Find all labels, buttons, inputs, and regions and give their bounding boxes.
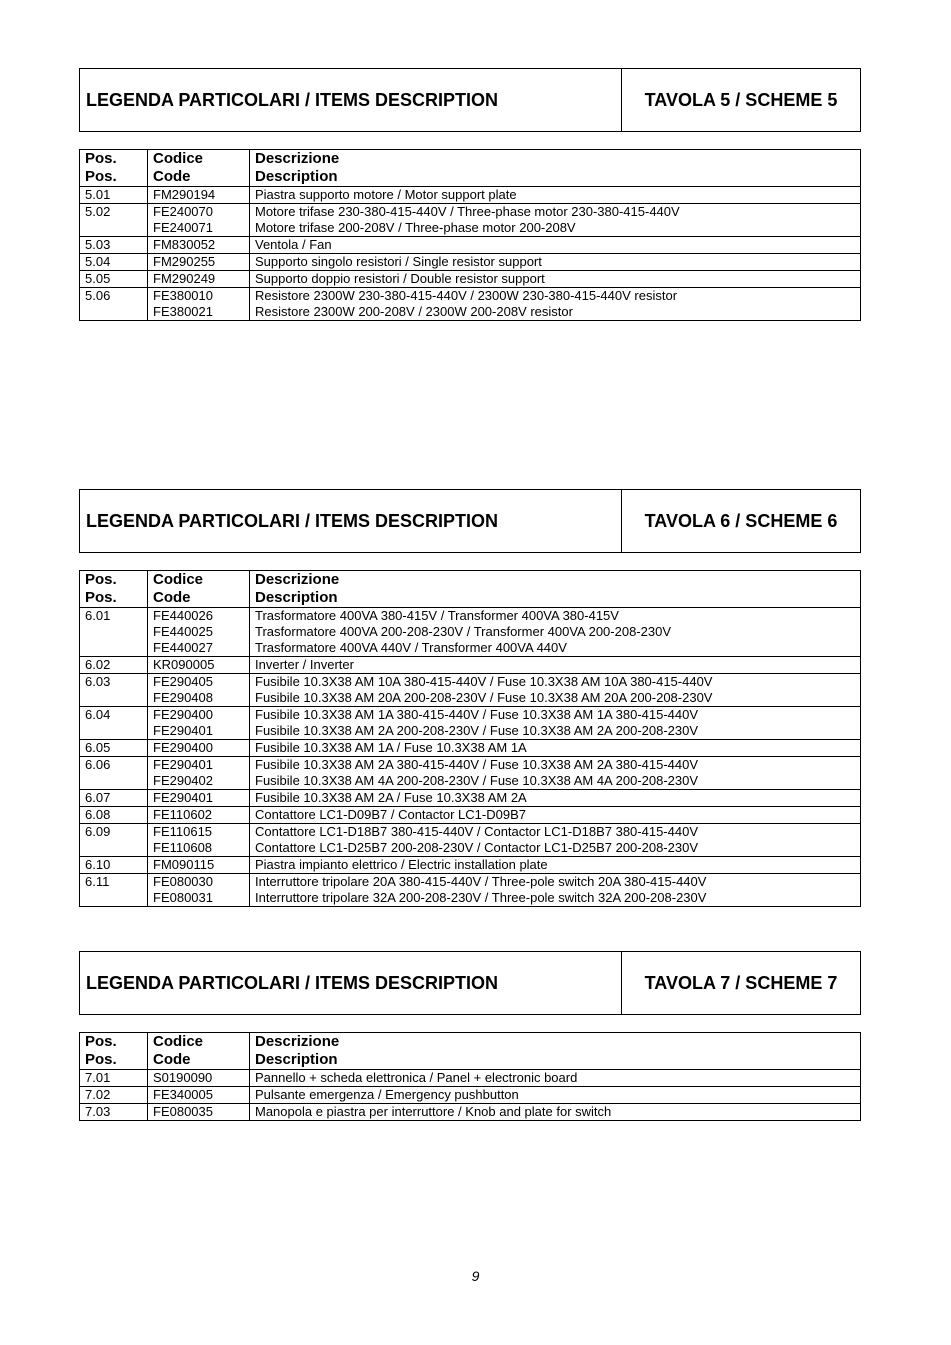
item-description: Trasformatore 400VA 380-415V / Transformer 400VA 380-415V: [255, 608, 619, 623]
item-description: Piastra supporto motore / Motor support plate: [255, 187, 517, 202]
item-code: FE440026: [153, 608, 213, 623]
item-description: Supporto doppio resistori / Double resistor support: [255, 271, 545, 286]
code-header: Codice Code: [148, 1033, 250, 1070]
code-cell: [148, 1087, 250, 1104]
section-header: [79, 489, 861, 553]
section-header: [79, 951, 861, 1015]
table-row: [80, 757, 861, 790]
description-cell: [250, 874, 861, 907]
description-cell: [250, 674, 861, 707]
item-code: FM290194: [153, 187, 216, 202]
code-cell: [148, 857, 250, 874]
description-cell: [250, 857, 861, 874]
code-cell: [148, 271, 250, 288]
code-cell: [148, 740, 250, 757]
item-description: Inverter / Inverter: [255, 657, 354, 672]
table-row: [80, 824, 861, 857]
code-cell: [148, 790, 250, 807]
item-description: Manopola e piastra per interruttore / Knob and plate for switch: [255, 1104, 612, 1119]
description-cell: [250, 1087, 861, 1104]
pos-cell: 7.02: [80, 1087, 148, 1104]
table-header-row: [80, 1033, 861, 1070]
item-code: FE110602: [153, 807, 213, 822]
table-row: [80, 1104, 861, 1121]
item-code: FE290401: [153, 757, 213, 772]
item-code: FE080030: [153, 874, 213, 889]
item-description: Trasformatore 400VA 440V / Transformer 400VA 440V: [255, 640, 567, 655]
description-cell: [250, 288, 861, 321]
pos-cell: 6.03: [80, 674, 148, 707]
pos-cell: 5.02: [80, 204, 148, 237]
description-cell: [250, 790, 861, 807]
item-description: Fusibile 10.3X38 AM 10A 380-415-440V / Fuse 10.3X38 AM 10A 380-415-440V: [255, 674, 713, 689]
description-cell: [250, 271, 861, 288]
pos-cell: 5.05: [80, 271, 148, 288]
item-code: FE290400: [153, 707, 213, 722]
pos-header: Pos. Pos.: [80, 571, 148, 608]
items-table: [79, 570, 861, 907]
code-cell: [148, 288, 250, 321]
table-row: [80, 187, 861, 204]
item-code: FE110615: [153, 824, 213, 839]
section-header: [79, 68, 861, 132]
item-description: Fusibile 10.3X38 AM 1A 380-415-440V / Fuse 10.3X38 AM 1A 380-415-440V: [255, 707, 699, 722]
item-code: FM290249: [153, 271, 216, 286]
pos-header: Pos. Pos.: [80, 1033, 148, 1070]
code-cell: [148, 187, 250, 204]
item-code: FE110608: [153, 840, 213, 855]
item-description: Fusibile 10.3X38 AM 4A 200-208-230V / Fuse 10.3X38 AM 4A 200-208-230V: [255, 773, 699, 788]
pos-cell: 6.04: [80, 707, 148, 740]
item-code: FE380010: [153, 288, 213, 303]
table-row: [80, 874, 861, 907]
item-code: KR090005: [153, 657, 215, 672]
table-row: [80, 271, 861, 288]
item-description: Piastra impianto elettrico / Electric installation plate: [255, 857, 548, 872]
item-description: Resistore 2300W 230-380-415-440V / 2300W 230-380-415-440V resistor: [255, 288, 678, 303]
table-row: [80, 288, 861, 321]
section-scheme-7: [79, 951, 861, 1121]
item-description: Interruttore tripolare 20A 380-415-440V / Three-pole switch 20A 380-415-440V: [255, 874, 707, 889]
table-row: [80, 237, 861, 254]
description-cell: [250, 757, 861, 790]
table-row: [80, 674, 861, 707]
item-description: Motore trifase 200-208V / Three-phase motor 200-208V: [255, 220, 576, 235]
pos-cell: 6.06: [80, 757, 148, 790]
pos-cell: 7.01: [80, 1070, 148, 1087]
item-description: Fusibile 10.3X38 AM 2A 380-415-440V / Fuse 10.3X38 AM 2A 380-415-440V: [255, 757, 699, 772]
description-cell: [250, 254, 861, 271]
code-cell: [148, 657, 250, 674]
section-scheme-5: [79, 68, 861, 321]
table-row: [80, 657, 861, 674]
code-cell: [148, 1104, 250, 1121]
item-description: Fusibile 10.3X38 AM 20A 200-208-230V / Fuse 10.3X38 AM 20A 200-208-230V: [255, 690, 713, 705]
description-cell: [250, 807, 861, 824]
description-header: Descrizione Description: [250, 1033, 861, 1070]
table-row: [80, 1070, 861, 1087]
table-row: [80, 204, 861, 237]
description-header: Descrizione Description: [250, 150, 861, 187]
item-code: FM830052: [153, 237, 216, 252]
pos-cell: 5.03: [80, 237, 148, 254]
item-code: FE380021: [153, 304, 213, 319]
scheme-label: TAVOLA 5 / SCHEME 5: [621, 69, 860, 131]
item-code: FE240071: [153, 220, 213, 235]
section-title: LEGENDA PARTICOLARI / ITEMS DESCRIPTION: [86, 89, 499, 110]
section-scheme-6: [79, 489, 861, 907]
pos-cell: 6.01: [80, 608, 148, 657]
description-header: Descrizione Description: [250, 571, 861, 608]
item-description: Supporto singolo resistori / Single resistor support: [255, 254, 542, 269]
table-header-row: [80, 150, 861, 187]
pos-cell: 6.07: [80, 790, 148, 807]
item-description: Fusibile 10.3X38 AM 1A / Fuse 10.3X38 AM 1A: [255, 740, 527, 755]
code-cell: [148, 254, 250, 271]
pos-cell: 6.05: [80, 740, 148, 757]
pos-cell: 5.04: [80, 254, 148, 271]
item-description: Ventola / Fan: [255, 237, 332, 252]
pos-cell: 6.09: [80, 824, 148, 857]
pos-cell: 5.01: [80, 187, 148, 204]
pos-cell: 5.06: [80, 288, 148, 321]
description-cell: [250, 237, 861, 254]
pos-cell: 6.10: [80, 857, 148, 874]
item-code: FE290400: [153, 740, 213, 755]
item-description: Fusibile 10.3X38 AM 2A / Fuse 10.3X38 AM 2A: [255, 790, 527, 805]
code-header: Codice Code: [148, 150, 250, 187]
code-cell: [148, 237, 250, 254]
table-row: [80, 1087, 861, 1104]
pos-cell: 6.08: [80, 807, 148, 824]
item-code: S0190090: [153, 1070, 213, 1085]
pos-cell: 7.03: [80, 1104, 148, 1121]
section-title: LEGENDA PARTICOLARI / ITEMS DESCRIPTION: [86, 972, 499, 993]
code-cell: [148, 807, 250, 824]
item-description: Trasformatore 400VA 200-208-230V / Transformer 400VA 200-208-230V: [255, 624, 671, 639]
item-code: FE080031: [153, 890, 213, 905]
description-cell: [250, 1070, 861, 1087]
item-description: Pannello + scheda elettronica / Panel + electronic board: [255, 1070, 578, 1085]
pos-cell: 6.11: [80, 874, 148, 907]
item-code: FE080035: [153, 1104, 213, 1119]
scheme-label: TAVOLA 7 / SCHEME 7: [621, 952, 860, 1014]
code-cell: [148, 608, 250, 657]
section-title: LEGENDA PARTICOLARI / ITEMS DESCRIPTION: [86, 510, 499, 531]
code-cell: [148, 757, 250, 790]
item-code: FE240070: [153, 204, 213, 219]
item-description: Resistore 2300W 200-208V / 2300W 200-208V resistor: [255, 304, 573, 319]
description-cell: [250, 657, 861, 674]
description-cell: [250, 187, 861, 204]
code-cell: [148, 874, 250, 907]
description-cell: [250, 204, 861, 237]
code-cell: [148, 1070, 250, 1087]
description-cell: [250, 740, 861, 757]
item-code: FE290405: [153, 674, 213, 689]
item-code: FE290401: [153, 790, 213, 805]
table-row: [80, 740, 861, 757]
item-description: Interruttore tripolare 32A 200-208-230V / Three-pole switch 32A 200-208-230V: [255, 890, 707, 905]
item-description: Contattore LC1-D09B7 / Contactor LC1-D09B7: [255, 807, 526, 822]
table-row: [80, 790, 861, 807]
pos-cell: 6.02: [80, 657, 148, 674]
item-description: Pulsante emergenza / Emergency pushbutton: [255, 1087, 519, 1102]
scheme-label: TAVOLA 6 / SCHEME 6: [621, 490, 860, 552]
table-row: [80, 707, 861, 740]
item-description: Motore trifase 230-380-415-440V / Three-phase motor 230-380-415-440V: [255, 204, 680, 219]
description-cell: [250, 707, 861, 740]
description-cell: [250, 608, 861, 657]
item-code: FE340005: [153, 1087, 213, 1102]
item-description: Contattore LC1-D18B7 380-415-440V / Contactor LC1-D18B7 380-415-440V: [255, 824, 698, 839]
item-code: FE290401: [153, 723, 213, 738]
item-code: FE290402: [153, 773, 213, 788]
table-header-row: [80, 571, 861, 608]
item-code: FE440025: [153, 624, 213, 639]
description-cell: [250, 824, 861, 857]
description-cell: [250, 1104, 861, 1121]
item-code: FM290255: [153, 254, 216, 269]
item-code: FM090115: [153, 857, 215, 872]
pos-header: Pos. Pos.: [80, 150, 148, 187]
table-row: [80, 857, 861, 874]
table-row: [80, 807, 861, 824]
items-table: [79, 1032, 861, 1121]
code-cell: [148, 674, 250, 707]
code-cell: [148, 707, 250, 740]
page-number: 9: [471, 1268, 480, 1284]
item-description: Fusibile 10.3X38 AM 2A 200-208-230V / Fuse 10.3X38 AM 2A 200-208-230V: [255, 723, 699, 738]
item-code: FE440027: [153, 640, 213, 655]
code-header: Codice Code: [148, 571, 250, 608]
table-row: [80, 254, 861, 271]
code-cell: [148, 824, 250, 857]
item-description: Contattore LC1-D25B7 200-208-230V / Contactor LC1-D25B7 200-208-230V: [255, 840, 698, 855]
code-cell: [148, 204, 250, 237]
table-row: [80, 608, 861, 657]
item-code: FE290408: [153, 690, 213, 705]
items-table: [79, 149, 861, 321]
